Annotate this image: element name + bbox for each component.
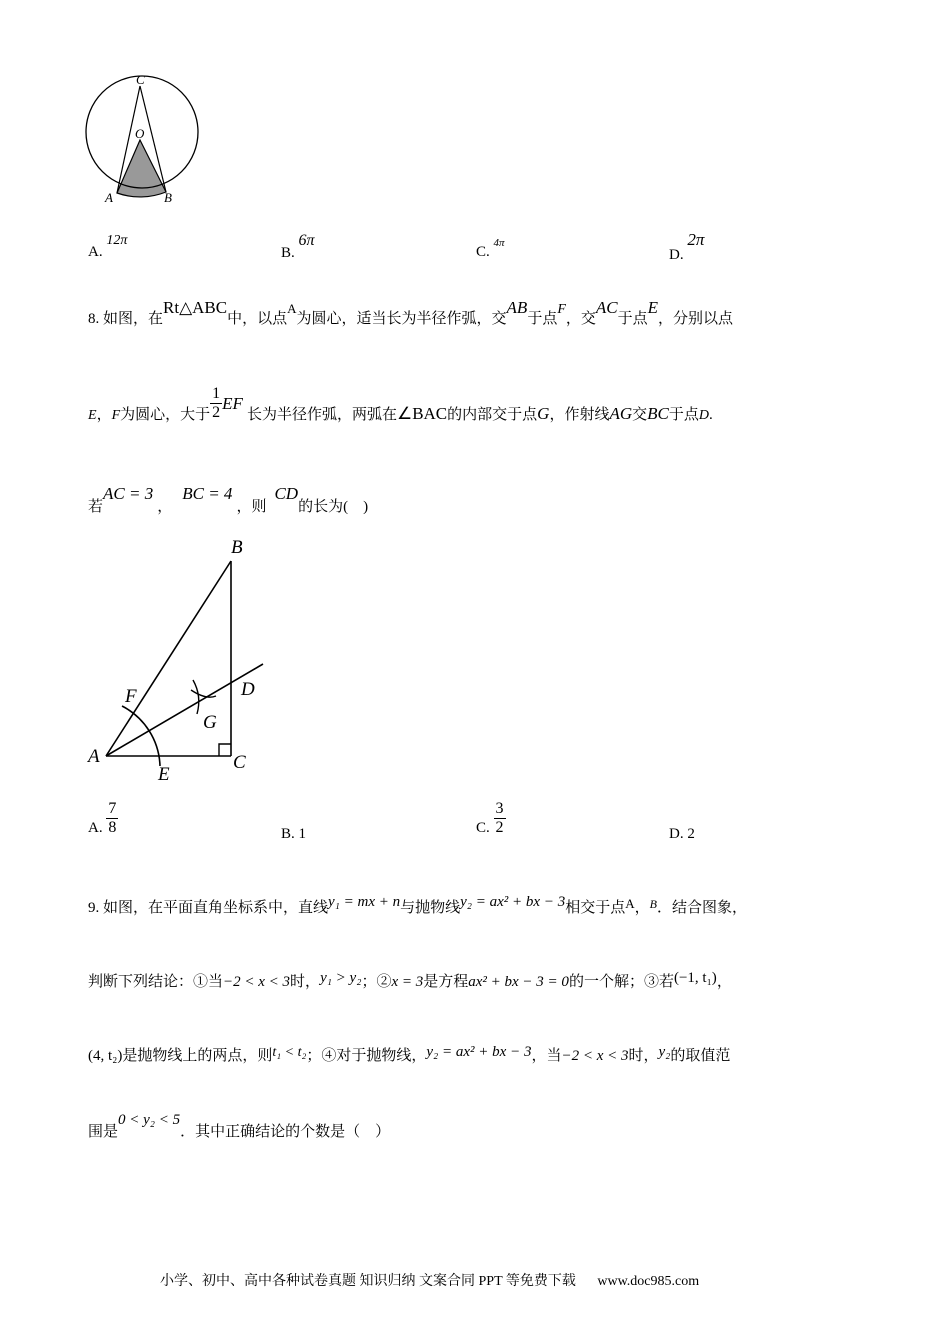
q7-circle-figure — [80, 70, 230, 210]
label-B: B — [164, 190, 172, 205]
label-D: D — [241, 679, 255, 700]
q8-option-a: A. $\frac{7}{8}$ — [88, 800, 117, 836]
q7-option-d: D. 2π — [669, 230, 705, 263]
footer-text: 小学、初中、高中各种试卷真题 知识归纳 文案合同 PPT 等免费下载 — [160, 1274, 576, 1289]
label-C: C — [233, 752, 246, 773]
q8-option-c: C. $\frac{3}{2}$ — [476, 800, 504, 836]
label-B: B — [231, 537, 243, 558]
footer-url[interactable]: www.doc985.com — [597, 1274, 700, 1289]
q7-option-b: B. 6π — [281, 232, 315, 261]
q8-line-1: 8. 如图，在Rt△ABC中，以点A为圆心，适当长为半径作弧，交AB于点F，交AC于点E，分别以点 — [88, 298, 734, 327]
q9-line-2: 判断下列结论：①当−2 < x < 3时，y₁ > y₂；②x = 3是方程ax² + bx − 3 = 0的一个解；③若(−1, t₁)， — [88, 970, 732, 990]
q8-triangle-figure — [80, 530, 280, 790]
q7-option-a: A. 12π — [88, 233, 128, 260]
q8-line-3: 若AC = 3，BC = 4，则CD的长为( ) — [88, 484, 369, 515]
label-G: G — [203, 712, 217, 733]
q9-line-1: 9. 如图，在平面直角坐标系中，直线y₁ = mx + n与抛物线y₂ = ax² + bx − 3相交于点A，$^B$．结合图象， — [88, 894, 747, 916]
q8-option-d: D. 2 — [669, 826, 695, 842]
q7-option-c: C. $^{4\pi}$ — [476, 237, 505, 260]
label-O: O — [135, 126, 145, 141]
label-A: A — [105, 190, 113, 205]
label-C: C — [136, 72, 145, 87]
page-footer — [160, 1270, 699, 1290]
label-A: A — [88, 746, 100, 767]
q8-line-2: E，F为圆心，大于 $\frac{1}{2}$ EF长为半径作弧，两弧在∠BAC的内部交于点G，作射线AG交BC于点D. — [88, 385, 713, 423]
label-E: E — [158, 764, 170, 785]
q8-option-b: B. 1 — [281, 826, 307, 842]
q9-line-4: 围是0 < y₂ < 5．其中正确结论的个数是（ ） — [88, 1112, 391, 1140]
q9-line-3: (4, t₂)是抛物线上的两点，则t₁ < t₂；④对于抛物线，y₂ = ax² + bx − 3，当−2 < x < 3时，y₂的取值范 — [88, 1044, 731, 1064]
label-F: F — [125, 686, 137, 707]
